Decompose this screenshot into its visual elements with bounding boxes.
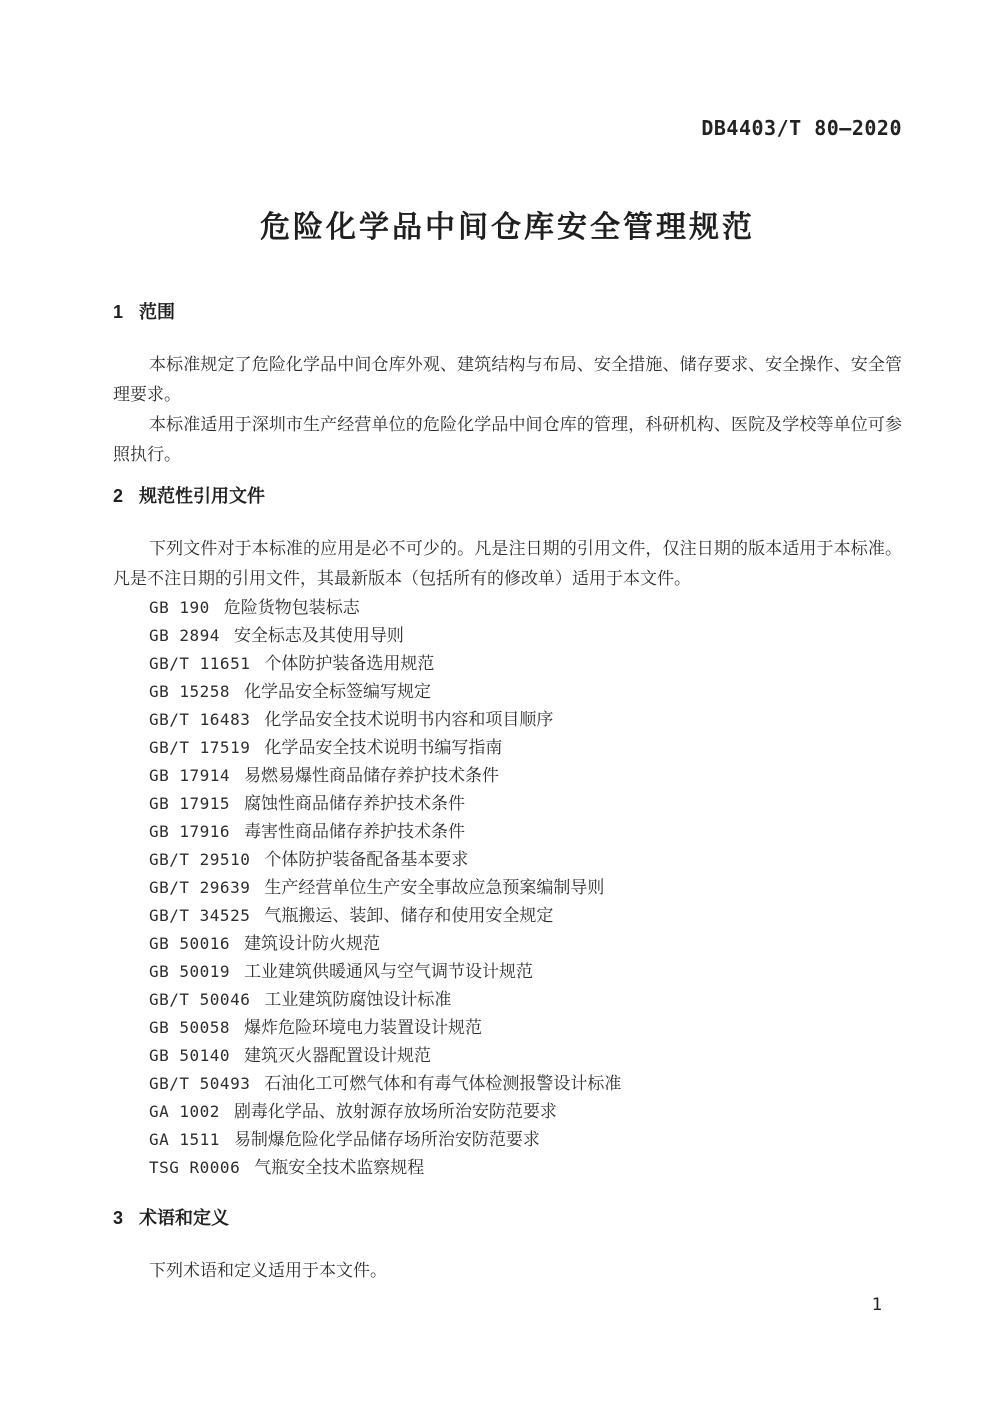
section-number: 1 (113, 302, 124, 322)
reference-title: 气瓶搬运、装卸、储存和使用安全规定 (264, 906, 554, 925)
reference-title: 建筑设计防火规范 (244, 934, 381, 953)
reference-title: 化学品安全技术说明书内容和项目顺序 (264, 710, 554, 729)
reference-item (149, 1070, 902, 1098)
reference-code: TSG R0006 (149, 1158, 241, 1177)
reference-title: 工业建筑防腐蚀设计标准 (264, 990, 452, 1009)
reference-title: 化学品安全技术说明书编写指南 (264, 738, 503, 757)
reference-item (149, 1126, 902, 1154)
reference-item (149, 846, 902, 874)
reference-title: 危险货物包装标志 (223, 598, 360, 617)
reference-item (149, 986, 902, 1014)
reference-item (149, 902, 902, 930)
reference-code: GB/T 29639 (149, 878, 251, 897)
reference-code: GB/T 29510 (149, 850, 251, 869)
section-label: 术语和定义 (139, 1208, 230, 1228)
reference-title: 生产经营单位生产安全事故应急预案编制导则 (264, 878, 605, 897)
reference-item (149, 874, 902, 902)
reference-title: 个体防护装备选用规范 (264, 654, 435, 673)
reference-item (149, 1042, 902, 1070)
document-footer (113, 1294, 902, 1316)
reference-item (149, 790, 902, 818)
reference-code: GA 1002 (149, 1102, 220, 1121)
reference-code: GB 50019 (149, 962, 231, 981)
reference-title: 爆炸危险环境电力装置设计规范 (244, 1018, 483, 1037)
reference-item (149, 1154, 902, 1182)
section-number: 3 (113, 1208, 124, 1228)
reference-item (149, 678, 902, 706)
reference-title: 易制爆危险化学品储存场所治安防范要求 (233, 1130, 540, 1149)
reference-item (149, 1014, 902, 1042)
reference-title: 易燃易爆性商品储存养护技术条件 (244, 766, 500, 785)
reference-title: 工业建筑供暖通风与空气调节设计规范 (244, 962, 534, 981)
reference-title: 剧毒化学品、放射源存放场所治安防范要求 (233, 1102, 557, 1121)
standard-code: DB4403/T 80—2020 (701, 116, 902, 140)
reference-item (149, 762, 902, 790)
reference-title: 个体防护装备配备基本要求 (264, 850, 469, 869)
reference-item (149, 930, 902, 958)
reference-title: 毒害性商品储存养护技术条件 (244, 822, 466, 841)
reference-code: GB/T 34525 (149, 906, 251, 925)
scope-paragraph-2: 本标准适用于深圳市生产经营单位的危险化学品中间仓库的管理，科研机构、医院及学校等单位可参照执行。 (113, 415, 902, 464)
reference-code: GB 50058 (149, 1018, 231, 1037)
reference-code: GB 17915 (149, 794, 231, 813)
reference-code: GB/T 17519 (149, 738, 251, 757)
reference-title: 建筑灭火器配置设计规范 (244, 1046, 432, 1065)
reference-code: GB 2894 (149, 626, 220, 645)
section-label: 规范性引用文件 (139, 486, 266, 506)
reference-title: 腐蚀性商品储存养护技术条件 (244, 794, 466, 813)
reference-item (149, 622, 902, 650)
reference-item (149, 818, 902, 846)
reference-item (149, 706, 902, 734)
reference-title: 化学品安全标签编写规定 (244, 682, 432, 701)
reference-item (149, 650, 902, 678)
reference-item (149, 594, 902, 622)
section-scope-heading (113, 300, 902, 324)
section-label: 范围 (139, 302, 176, 322)
reference-code: GB 50140 (149, 1046, 231, 1065)
reference-code: GB 190 (149, 598, 210, 617)
reference-list (113, 594, 902, 1182)
reference-item (149, 1098, 902, 1126)
reference-item (149, 958, 902, 986)
reference-code: GB/T 50493 (149, 1074, 251, 1093)
terms-intro-paragraph: 下列术语和定义适用于本文件。 (149, 1261, 387, 1280)
section-terms-heading (113, 1206, 902, 1230)
reference-code: GB/T 11651 (149, 654, 251, 673)
page-number: 1 (871, 1295, 882, 1315)
scope-paragraph-1: 本标准规定了危险化学品中间仓库外观、建筑结构与布局、安全措施、储存要求、安全操作、安全管理要求。 (113, 355, 902, 404)
section-number: 2 (113, 486, 124, 506)
reference-title: 气瓶安全技术监察规程 (254, 1158, 425, 1177)
reference-code: GB 15258 (149, 682, 231, 701)
reference-code: GA 1511 (149, 1130, 220, 1149)
reference-item (149, 734, 902, 762)
reference-code: GB/T 16483 (149, 710, 251, 729)
reference-code: GB/T 50046 (149, 990, 251, 1009)
document-header (113, 116, 902, 140)
section-references-heading (113, 484, 902, 508)
references-intro-paragraph: 下列文件对于本标准的应用是必不可少的。凡是注日期的引用文件，仅注日期的版本适用于本标准。凡是不注日期的引用文件，其最新版本（包括所有的修改单）适用于本文件。 (113, 539, 902, 588)
reference-code: GB 50016 (149, 934, 231, 953)
reference-code: GB 17916 (149, 822, 231, 841)
reference-title: 安全标志及其使用导则 (233, 626, 404, 645)
page-title: 危险化学品中间仓库安全管理规范 (260, 211, 755, 244)
reference-code: GB 17914 (149, 766, 231, 785)
reference-title: 石油化工可燃气体和有毒气体检测报警设计标准 (264, 1074, 622, 1093)
